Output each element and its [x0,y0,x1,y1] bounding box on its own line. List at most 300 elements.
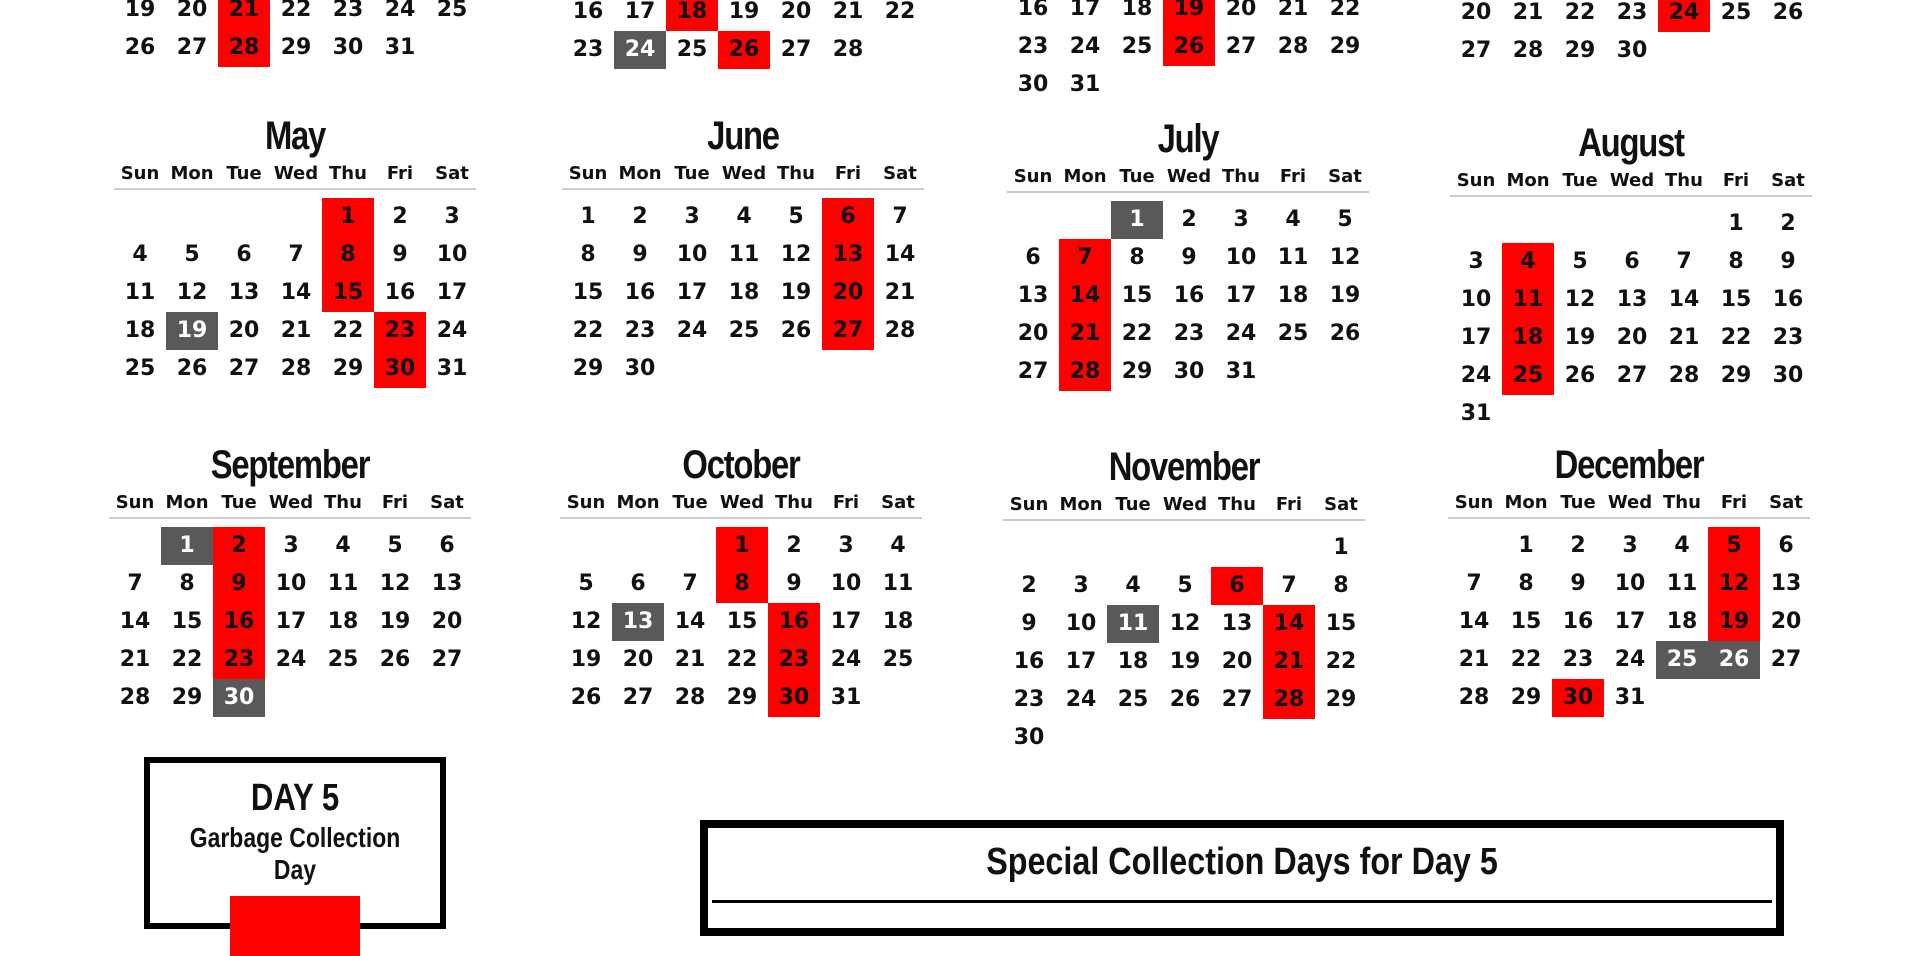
day-cell: 16 [384,280,416,305]
empty-day-cell [1502,205,1554,243]
day-cell: 2 [1570,533,1586,558]
day-cell: 29 [1720,363,1752,388]
day-cell: 16 [768,603,820,641]
day-cell: 13 [612,603,664,641]
day-cell: 7 [682,571,698,596]
day-cell: 31 [1460,401,1492,426]
weekday-label: Sun [1454,492,1494,513]
day-cell: 1 [1518,533,1534,558]
day-cell: 24 [1069,34,1101,59]
day-cell: 5 [184,242,200,267]
day-cell: 25 [676,37,708,62]
day-cell: 18 [1277,283,1309,308]
weekday-label: Fri [832,492,860,513]
day-cell: 16 [624,280,656,305]
day-cell: 28 [1277,34,1309,59]
day-cell: 30 [768,679,820,717]
weekday-label: Wed [273,163,319,184]
day-cell: 9 [1181,245,1197,270]
day-cell: 7 [1466,571,1482,596]
day-cell: 9 [1021,611,1037,636]
empty-day-cell [560,527,612,565]
day-cell: 15 [572,280,604,305]
day-cell: 14 [1263,605,1315,643]
weekday-label: Thu [329,163,367,184]
weekday-label: Thu [1222,166,1260,187]
weekday-label: Tue [1562,170,1598,191]
weekday-label: Mon [1063,166,1107,187]
day-cell: 10 [830,571,862,596]
day-cell: 11 [124,280,156,305]
day-cell: 30 [1017,72,1049,97]
day-cell: 27 [1225,34,1257,59]
day-cell: 26 [1329,321,1361,346]
day-cell: 26 [1169,687,1201,712]
day-cell: 31 [1225,359,1257,384]
day-cell: 1 [580,204,596,229]
day-cell: 11 [327,571,359,596]
day-cell: 29 [1325,687,1357,712]
day-cell: 28 [1668,363,1700,388]
empty-day-cell [218,198,270,236]
day-cell: 23 [1013,687,1045,712]
day-cell: 15 [1121,283,1153,308]
day-cell: 10 [1065,611,1097,636]
day-cell: 7 [1059,239,1111,277]
day-cell: 15 [171,609,203,634]
day-cell: 16 [213,603,265,641]
day-cell: 21 [1458,647,1490,672]
month-calendar-november [1003,443,1365,757]
day-cell: 17 [676,280,708,305]
day-cell: 28 [119,685,151,710]
day-cell: 19 [728,0,760,24]
day-cell: 24 [1658,0,1710,32]
empty-day-cell [1319,66,1371,104]
day-cell: 29 [1121,359,1153,384]
day-cell: 3 [838,533,854,558]
day-cell: 30 [213,679,265,717]
empty-day-cell [1163,66,1215,104]
day-cell: 5 [1337,207,1353,232]
empty-day-cell [1710,32,1762,70]
day-cell: 29 [171,685,203,710]
day-cell: 25 [124,356,156,381]
day-cell: 7 [1676,249,1692,274]
weekday-label: Mon [1504,492,1548,513]
weekday-label: Fri [1722,170,1750,191]
weekday-label: Thu [777,163,815,184]
day-cell: 10 [436,242,468,267]
day-cell: 22 [1325,649,1357,674]
day-cell: 13 [1221,611,1253,636]
day-cell: 25 [882,647,914,672]
month-title: July [1157,117,1219,161]
day-cell: 2 [1021,573,1037,598]
month-title: May [264,114,326,158]
day-cell: 13 [1616,287,1648,312]
day-cell: 20 [1017,321,1049,346]
day-cell: 4 [1502,243,1554,281]
day-grid [114,198,476,388]
weekday-label: Sat [883,163,917,184]
day-grid [560,527,922,717]
day-cell: 1 [161,527,213,565]
empty-day-cell [1263,529,1315,567]
empty-day-cell [1554,205,1606,243]
day-cell: 2 [786,533,802,558]
day-cell: 8 [1333,573,1349,598]
day-cell: 17 [1069,0,1101,21]
weekday-label: Thu [324,492,362,513]
day-cell: 20 [1616,325,1648,350]
day-cell: 14 [119,609,151,634]
weekday-label: Sun [1009,494,1049,515]
day-cell: 17 [1225,283,1257,308]
day-cell: 5 [578,571,594,596]
empty-day-cell [1658,205,1710,243]
day-cell: 27 [1221,687,1253,712]
day-cell: 22 [1720,325,1752,350]
empty-day-cell [1606,205,1658,243]
day-cell: 10 [1460,287,1492,312]
day-grid [1450,205,1812,433]
day-cell: 22 [726,647,758,672]
day-cell: 14 [884,242,916,267]
empty-day-cell [1159,529,1211,567]
day-grid [562,198,924,388]
day-cell: 10 [275,571,307,596]
weekday-label: Mon [1059,494,1103,515]
day-cell: 30 [1616,38,1648,63]
day-cell: 11 [1107,605,1159,643]
day-cell: 27 [228,356,260,381]
day-cell: 21 [1512,0,1544,25]
day-cell: 20 [822,274,874,312]
day-cell: 12 [570,609,602,634]
day-cell: 16 [1013,649,1045,674]
day-cell: 4 [132,242,148,267]
weekday-header [1450,167,1812,197]
day-cell: 3 [283,533,299,558]
day-cell: 18 [1666,609,1698,634]
weekday-label: Wed [719,492,765,513]
day-cell: 9 [213,565,265,603]
partial-month-rows [562,0,926,69]
day-cell: 29 [1564,38,1596,63]
day-cell: 22 [1329,0,1361,21]
weekday-label: Mon [618,163,662,184]
empty-day-cell [1658,32,1710,70]
day-cell: 22 [1121,321,1153,346]
day-cell: 27 [176,35,208,60]
day-cell: 5 [1177,573,1193,598]
special-collection-header [712,832,1772,903]
day-cell: 31 [384,35,416,60]
day-cell: 16 [1173,283,1205,308]
day-cell: 17 [1460,325,1492,350]
weekday-label: Mon [616,492,660,513]
day-cell: 11 [1502,281,1554,319]
weekday-label: Wed [1607,492,1653,513]
weekday-label: Sat [1769,492,1803,513]
day-cell: 22 [884,0,916,24]
month-calendar-august [1450,119,1812,433]
day-cell: 1 [1111,201,1163,239]
weekday-header [562,160,924,190]
weekday-label: Sat [1324,494,1358,515]
day-cell: 28 [1512,38,1544,63]
day-cell: 28 [674,685,706,710]
day-cell: 13 [431,571,463,596]
day-cell: 23 [1173,321,1205,346]
weekday-label: Fri [1279,166,1307,187]
empty-day-cell [1007,201,1059,239]
day-cell: 13 [1770,571,1802,596]
day-cell: 8 [322,236,374,274]
special-collection-box [700,820,1784,936]
day-cell: 2 [213,527,265,565]
day-cell: 10 [1614,571,1646,596]
weekday-label: Fri [834,163,862,184]
day-grid [1448,527,1810,717]
day-cell: 4 [335,533,351,558]
empty-day-cell [426,29,478,67]
day-cell: 7 [288,242,304,267]
day-cell: 15 [1325,611,1357,636]
weekday-label: Wed [268,492,314,513]
day-cell: 4 [1125,573,1141,598]
day-cell: 17 [275,609,307,634]
day-grid [1007,201,1369,391]
day-cell: 23 [332,0,364,22]
day-cell: 24 [1065,687,1097,712]
empty-day-cell [1762,32,1814,70]
empty-day-cell [1448,527,1500,565]
day-cell: 25 [1502,357,1554,395]
day-cell: 26 [176,356,208,381]
day-cell: 24 [436,318,468,343]
empty-day-cell [612,527,664,565]
day-cell: 18 [666,0,718,31]
day-cell: 21 [1059,315,1111,353]
day-cell: 23 [1017,34,1049,59]
day-cell: 4 [736,204,752,229]
day-cell: 5 [788,204,804,229]
month-calendar-july [1007,115,1369,391]
day-cell: 28 [1458,685,1490,710]
partial-month-rows [1450,0,1814,70]
day-cell: 31 [830,685,862,710]
day-cell: 28 [884,318,916,343]
day-cell: 23 [213,641,265,679]
weekday-label: Fri [386,163,414,184]
empty-day-cell [109,527,161,565]
day-cell: 5 [1708,527,1760,565]
day-cell: 19 [1169,649,1201,674]
day-cell: 23 [1562,647,1594,672]
day-cell: 6 [1778,533,1794,558]
day-cell: 10 [676,242,708,267]
day-cell: 21 [280,318,312,343]
day-cell: 15 [1720,287,1752,312]
day-cell: 21 [884,280,916,305]
day-cell: 26 [570,685,602,710]
day-cell: 3 [684,204,700,229]
month-title: August [1578,121,1684,165]
day-cell: 21 [1263,643,1315,681]
day-cell: 9 [392,242,408,267]
day-cell: 31 [1069,72,1101,97]
day-cell: 15 [322,274,374,312]
day-cell: 3 [1073,573,1089,598]
day-cell: 14 [1059,277,1111,315]
day-cell: 6 [1211,567,1263,605]
weekday-label: Sat [435,163,469,184]
day-cell: 25 [1277,321,1309,346]
day-cell: 12 [780,242,812,267]
day-cell: 26 [780,318,812,343]
day-cell: 26 [1564,363,1596,388]
empty-day-cell [1450,205,1502,243]
day-cell: 24 [1225,321,1257,346]
day-cell: 27 [780,37,812,62]
weekday-label: Thu [775,492,813,513]
empty-day-cell [1055,529,1107,567]
day-cell: 20 [176,0,208,22]
weekday-label: Sat [881,492,915,513]
day-cell: 4 [1285,207,1301,232]
day-cell: 25 [1121,34,1153,59]
day-cell: 20 [1770,609,1802,634]
day-cell: 27 [431,647,463,672]
empty-day-cell [1059,201,1111,239]
day-cell: 19 [1708,603,1760,641]
legend-swatch [230,896,360,956]
day-cell: 18 [728,280,760,305]
weekday-label: Wed [721,163,767,184]
day-cell: 16 [572,0,604,24]
day-cell: 5 [387,533,403,558]
day-cell: 18 [124,318,156,343]
day-cell: 31 [436,356,468,381]
weekday-label: Tue [221,492,257,513]
day-cell: 14 [280,280,312,305]
day-cell: 17 [1614,609,1646,634]
day-cell: 20 [780,0,812,24]
month-title: December [1554,443,1704,487]
day-cell: 27 [1460,38,1492,63]
day-cell: 24 [676,318,708,343]
weekday-label: Tue [672,492,708,513]
day-cell: 11 [882,571,914,596]
day-cell: 1 [716,527,768,565]
day-cell: 6 [236,242,252,267]
day-cell: 19 [379,609,411,634]
day-cell: 7 [127,571,143,596]
day-cell: 11 [1666,571,1698,596]
day-cell: 27 [1017,359,1049,384]
day-cell: 22 [171,647,203,672]
weekday-label: Thu [1665,170,1703,191]
day-cell: 6 [1624,249,1640,274]
weekday-label: Sat [1328,166,1362,187]
day-cell: 12 [1708,565,1760,603]
day-cell: 25 [1720,0,1752,25]
day-cell: 2 [1780,211,1796,236]
partial-month-rows [1007,0,1371,104]
day-cell: 22 [1564,0,1596,25]
weekday-label: Sun [115,492,155,513]
empty-day-cell [270,198,322,236]
day-cell: 2 [392,204,408,229]
day-cell: 3 [1233,207,1249,232]
day-cell: 22 [1510,647,1542,672]
day-cell: 1 [322,198,374,236]
day-cell: 7 [1281,573,1297,598]
day-cell: 30 [1772,363,1804,388]
day-cell: 6 [439,533,455,558]
partial-month-rows [114,0,478,67]
day-cell: 30 [374,350,426,388]
day-cell: 16 [1017,0,1049,21]
day-cell: 21 [674,647,706,672]
day-cell: 16 [1562,609,1594,634]
weekday-header [1003,491,1365,521]
day-cell: 27 [622,685,654,710]
day-cell: 13 [228,280,260,305]
day-cell: 9 [1570,571,1586,596]
month-calendar-december [1448,441,1810,717]
empty-day-cell [874,31,926,69]
day-cell: 3 [1468,249,1484,274]
weekday-label: Mon [165,492,209,513]
month-calendar-june [562,112,924,388]
empty-day-cell [664,527,716,565]
weekday-label: Tue [674,163,710,184]
day-cell: 5 [1572,249,1588,274]
weekday-label: Thu [1663,492,1701,513]
month-calendar-september [109,441,471,717]
day-cell: 28 [832,37,864,62]
day-cell: 12 [379,571,411,596]
day-cell: 26 [379,647,411,672]
day-cell: 21 [218,0,270,29]
weekday-label: Tue [1119,166,1155,187]
day-cell: 21 [119,647,151,672]
empty-day-cell [1111,66,1163,104]
day-cell: 24 [614,31,666,69]
day-cell: 19 [570,647,602,672]
day-cell: 22 [332,318,364,343]
day-cell: 24 [1614,647,1646,672]
day-cell: 6 [1025,245,1041,270]
weekday-header [114,160,476,190]
day-cell: 11 [728,242,760,267]
day-cell: 19 [780,280,812,305]
weekday-label: Mon [1506,170,1550,191]
day-cell: 17 [1065,649,1097,674]
weekday-label: Sun [1456,170,1496,191]
day-cell: 9 [632,242,648,267]
day-cell: 19 [1564,325,1596,350]
day-cell: 20 [1221,649,1253,674]
day-cell: 8 [1518,571,1534,596]
day-cell: 6 [822,198,874,236]
day-cell: 13 [822,236,874,274]
day-grid [1003,529,1365,757]
day-cell: 28 [1263,681,1315,719]
